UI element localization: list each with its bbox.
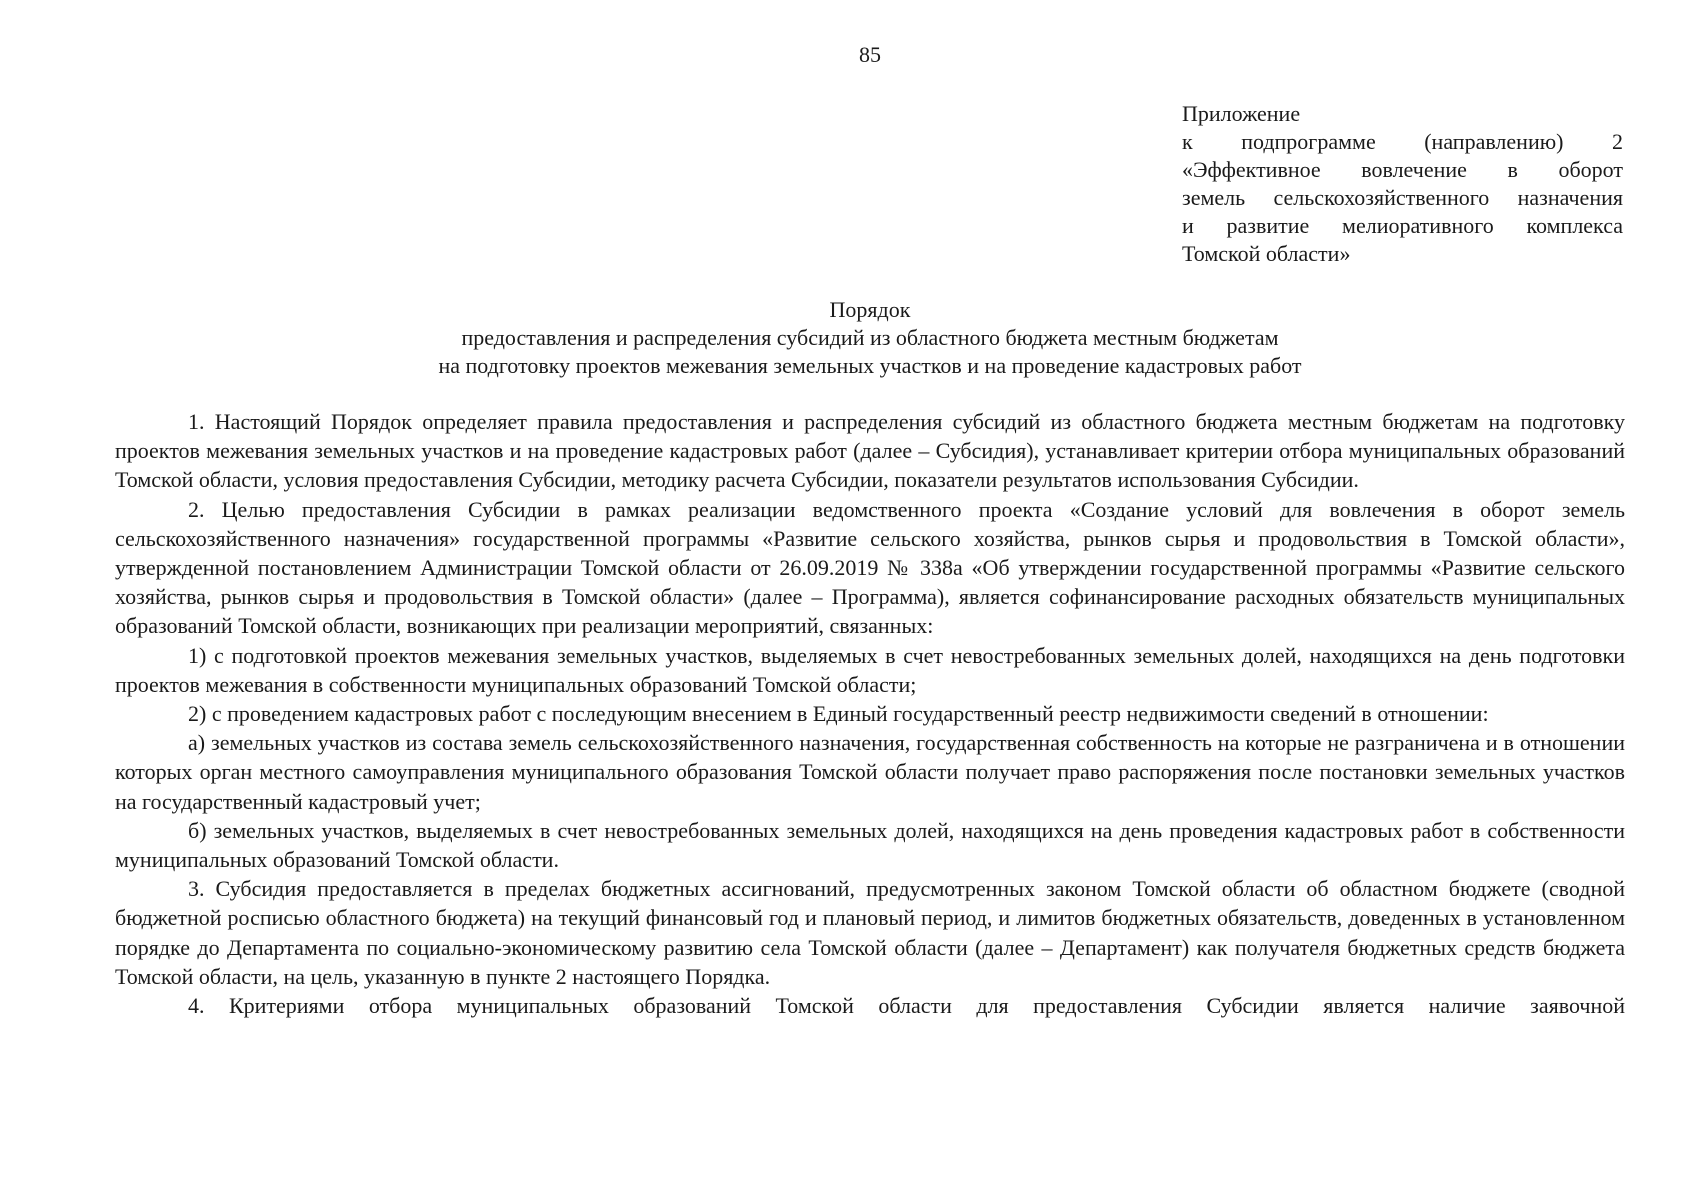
title-line: на подготовку проектов межевания земельных участков и на проведение кадастровых работ [438,353,1302,378]
paragraph: а) земельных участков из состава земель сельскохозяйственного назначения, государственная собственность на которые не разграничена и в отношении которых орган местного самоуправления муниципального образования Томской области получает право распоряжения после постановки земельных участков на государственный кадастровый учет; [115,730,1625,814]
page-number: 85 [859,42,881,67]
appendix-line: Томской области» [1182,241,1351,266]
appendix-line: Приложение [1182,101,1301,126]
document-body [115,407,1625,1020]
document-title [115,296,1625,380]
appendix-block [1182,100,1623,268]
paragraph: 3. Субсидия предоставляется в пределах бюджетных ассигнований, предусмотренных законом Томской области об областном бюджете (сводной бюджетной росписью областного бюджета) на текущий финансовый год и плановый период, и лимитов бюджетных обязательств, доведенных в установленном порядке до Департамента по социально-экономическому развитию села Томской области (далее – Департамент) как получателя бюджетных средств бюджета Томской области, на цель, указанную в пункте 2 настоящего Порядка. [115,876,1625,989]
paragraph: 2) с проведением кадастровых работ с последующим внесением в Единый государственный реестр недвижимости сведений в отношении: [188,701,1489,727]
title-heading: Порядок [829,297,911,322]
appendix-line: земель сельскохозяйственного назначения [1182,185,1623,210]
paragraph: 4. Критериями отбора муниципальных образований Томской области для предоставления Субсидии является наличие заявочной [188,993,1625,1019]
title-line: предоставления и распределения субсидий из областного бюджета местным бюджетам [461,325,1279,350]
paragraph: 1) с подготовкой проектов межевания земельных участков, выделяемых в счет невостребованных земельных долей, находящихся на день подготовки проектов межевания в собственности муниципальных образований Томской области; [115,642,1625,697]
appendix-line: к подпрограмме (направлению) 2 [1182,129,1623,154]
paragraph: б) земельных участков, выделяемых в счет невостребованных земельных долей, находящихся на день проведения кадастровых работ в собственности муниципальных образований Томской области. [115,817,1625,873]
paragraph: 1. Настоящий Порядок определяет правила предоставления и распределения субсидий из областного бюджета местным бюджетам на подготовку проектов межевания земельных участков и на проведение кадастровых работ (далее – Субсидия), устанавливает критерии отбора муниципальных образований Томской области, условия предоставления Субсидии, методику расчета Субсидии, показатели результатов использования Субсидии. [115,409,1625,493]
appendix-line: и развитие мелиоративного комплекса [1182,213,1623,238]
appendix-line: «Эффективное вовлечение в оборот [1182,157,1623,182]
paragraph: 2. Целью предоставления Субсидии в рамках реализации ведомственного проекта «Создание условий для вовлечения в оборот земель сельскохозяйственного назначения» государственной программы «Развитие сельского хозяйства, рынков сырья и продовольствия в Томской области», утвержденной постановлением Администрации Томской области от 26.09.2019 № 338а «Об утверждении государственной программы «Развитие сельского хозяйства, рынков сырья и продовольствия в Томской области» (далее – Программа), является софинансирование расходных обязательств муниципальных образований Томской области, возникающих при реализации мероприятий, связанных: [115,496,1625,639]
